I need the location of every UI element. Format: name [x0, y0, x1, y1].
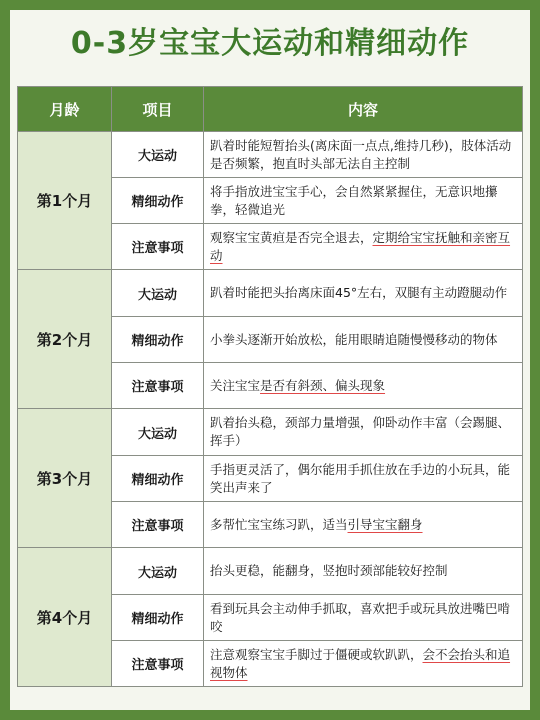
content-text: 看到玩具会主动伸手抓取，喜欢把手或玩具放进嘴巴啃咬 — [210, 600, 511, 634]
header-item: 项目 — [112, 87, 204, 132]
content-cell — [204, 409, 523, 456]
age-cell: 第3个月 — [18, 409, 112, 548]
table-row — [18, 132, 523, 178]
table-row — [18, 548, 523, 595]
category-cell: 精细动作 — [112, 595, 204, 641]
category-cell: 大运动 — [112, 548, 204, 595]
content-text: 趴着时能短暂抬头(离床面一点点,维持几秒)，肢体活动是否频繁，抱直时头部无法自主控制 — [210, 137, 512, 171]
content-cell — [204, 317, 523, 363]
content-cell — [204, 502, 523, 548]
category-cell: 大运动 — [112, 270, 204, 317]
category-cell: 大运动 — [112, 409, 204, 456]
header-content: 内容 — [204, 87, 523, 132]
content-text: 趴着抬头稳，颈部力量增强，仰卧动作丰富（会踢腿、挥手） — [210, 415, 511, 448]
content-text: 趴着时能把头抬离床面45°左右，双腿有主动蹬腿动作 — [210, 285, 508, 300]
content-text: 注意观察宝宝手脚过于僵硬或软趴趴， — [210, 646, 423, 662]
content-cell — [204, 456, 523, 502]
table-header-row — [18, 87, 523, 132]
milestone-table — [17, 86, 523, 687]
highlight-text: 引导宝宝翻身 — [347, 516, 423, 532]
content-text: 小拳头逐渐开始放松，能用眼睛追随慢慢移动的物体 — [210, 331, 498, 347]
content-cell — [204, 548, 523, 595]
content-text: 手指更灵活了，偶尔能用手抓住放在手边的小玩具，能笑出声来了 — [210, 461, 511, 495]
age-cell: 第2个月 — [18, 270, 112, 409]
category-cell: 注意事项 — [112, 641, 204, 687]
content-cell — [204, 224, 523, 270]
content-cell — [204, 178, 523, 224]
page-title: 0-3岁宝宝大运动和精细动作 — [70, 26, 470, 61]
category-cell: 注意事项 — [112, 363, 204, 409]
category-cell: 精细动作 — [112, 317, 204, 363]
category-cell: 注意事项 — [112, 224, 204, 270]
content-cell — [204, 270, 523, 317]
table-row — [18, 270, 523, 317]
highlight-text: 会不会抬头和追视物体 — [210, 646, 511, 680]
category-cell: 注意事项 — [112, 502, 204, 548]
highlight-text: 是否有斜颈、偏头现象 — [260, 377, 386, 393]
content-text: 抬头更稳，能翻身，竖抱时颈部能较好控制 — [210, 563, 448, 578]
content-text: 多帮忙宝宝练习趴，适当 — [210, 516, 348, 532]
content-cell — [204, 595, 523, 641]
category-cell: 精细动作 — [112, 456, 204, 502]
content-cell — [204, 132, 523, 178]
age-cell: 第1个月 — [18, 132, 112, 270]
highlight-text: 定期给宝宝抚触和亲密互动 — [210, 229, 511, 263]
content-text: 观察宝宝黄疸是否完全退去， — [210, 229, 373, 245]
content-text: 关注宝宝 — [210, 377, 261, 393]
category-cell: 大运动 — [112, 132, 204, 178]
table-row — [18, 409, 523, 456]
category-cell: 精细动作 — [112, 178, 204, 224]
age-cell: 第4个月 — [18, 548, 112, 687]
header-age: 月龄 — [18, 87, 112, 132]
content-cell — [204, 363, 523, 409]
content-text: 将手指放进宝宝手心，会自然紧紧握住，无意识地攥拳，轻微追光 — [210, 183, 498, 217]
content-cell — [204, 641, 523, 687]
